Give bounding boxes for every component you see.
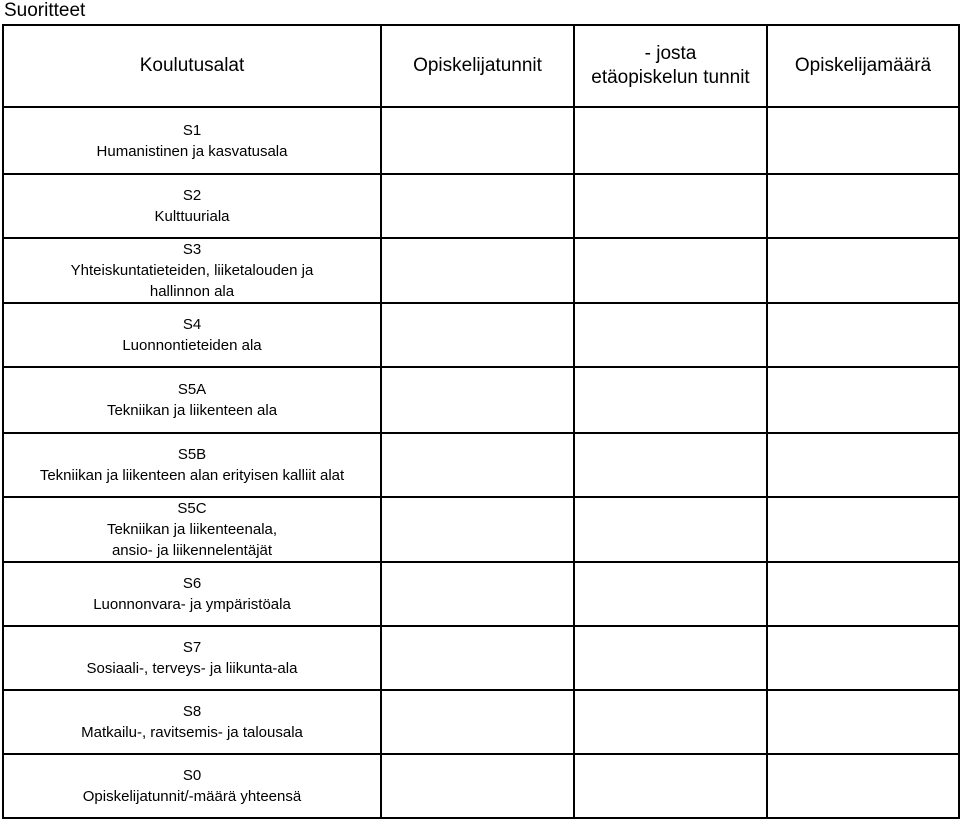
table-row (3, 107, 959, 174)
cell-remote-hours[interactable] (574, 174, 767, 238)
cell-remote-hours[interactable] (574, 238, 767, 303)
header-student-hours: Opiskelijatunnit (381, 25, 574, 107)
row-code: S7 (182, 639, 202, 656)
row-label-s5a (3, 367, 381, 433)
cell-student-hours[interactable] (381, 174, 574, 238)
header-remote-hours (574, 25, 767, 107)
table-row (3, 690, 959, 754)
header-remote-line1: - josta (644, 43, 697, 64)
row-name-line1: Yhteiskuntatieteiden, liiketalouden ja (70, 262, 314, 279)
cell-remote-hours[interactable] (574, 626, 767, 690)
header-student-count: Opiskelijamäärä (767, 25, 959, 107)
row-code: S6 (182, 575, 202, 592)
cell-remote-hours[interactable] (574, 497, 767, 562)
table-row (3, 303, 959, 367)
row-label-s6 (3, 562, 381, 626)
row-label-s5c (3, 497, 381, 562)
cell-student-count[interactable] (767, 754, 959, 818)
table-row (3, 626, 959, 690)
row-label-s7 (3, 626, 381, 690)
cell-student-count[interactable] (767, 238, 959, 303)
cell-student-count[interactable] (767, 303, 959, 367)
cell-student-count[interactable] (767, 174, 959, 238)
row-code: S3 (182, 241, 202, 258)
row-label-s4 (3, 303, 381, 367)
table-row-total (3, 754, 959, 818)
page-title: Suoritteet (4, 0, 86, 21)
table-row (3, 238, 959, 303)
cell-student-hours[interactable] (381, 367, 574, 433)
row-label-s2 (3, 174, 381, 238)
table-row (3, 367, 959, 433)
cell-student-hours[interactable] (381, 433, 574, 497)
cell-remote-hours[interactable] (574, 433, 767, 497)
row-name: Luonnontieteiden ala (122, 337, 262, 354)
cell-student-count[interactable] (767, 433, 959, 497)
row-name-line2: ansio- ja liikennelentäjät (111, 542, 273, 559)
cell-student-hours[interactable] (381, 562, 574, 626)
cell-remote-hours[interactable] (574, 107, 767, 174)
row-code: S4 (182, 316, 202, 333)
row-name: Tekniikan ja liikenteen ala (106, 402, 278, 419)
row-code: S1 (182, 121, 202, 139)
row-label-s1 (3, 107, 381, 174)
header-row (3, 25, 959, 107)
row-name: Kulttuuriala (154, 208, 230, 225)
row-name: Matkailu-, ravitsemis- ja talousala (81, 724, 303, 741)
cell-student-hours[interactable] (381, 107, 574, 174)
table-row (3, 562, 959, 626)
row-name-line1: Tekniikan ja liikenteenala, (106, 521, 278, 538)
cell-remote-hours[interactable] (574, 690, 767, 754)
row-name: Luonnonvara- ja ympäristöala (93, 596, 291, 613)
row-name: Sosiaali-, terveys- ja liikunta-ala (86, 660, 298, 677)
performance-table (2, 24, 960, 819)
cell-student-hours[interactable] (381, 238, 574, 303)
row-code: S0 (182, 767, 202, 784)
table-row (3, 433, 959, 497)
cell-student-hours[interactable] (381, 303, 574, 367)
cell-student-count[interactable] (767, 562, 959, 626)
row-label-s8 (3, 690, 381, 754)
cell-remote-hours[interactable] (574, 562, 767, 626)
cell-remote-hours[interactable] (574, 754, 767, 818)
row-name-line2: hallinnon ala (149, 283, 235, 300)
row-label-s3 (3, 238, 381, 303)
cell-student-count[interactable] (767, 497, 959, 562)
cell-student-hours[interactable] (381, 626, 574, 690)
cell-remote-hours[interactable] (574, 367, 767, 433)
row-code: S2 (182, 187, 202, 204)
header-remote-line2: etäopiskelun tunnit (591, 67, 750, 88)
row-name: Humanistinen ja kasvatusala (96, 142, 288, 160)
cell-student-count[interactable] (767, 107, 959, 174)
row-code: S5B (177, 446, 207, 463)
row-code: S5C (177, 500, 207, 517)
header-field: Koulutusalat (3, 25, 381, 107)
table-row (3, 174, 959, 238)
cell-student-count[interactable] (767, 367, 959, 433)
cell-student-count[interactable] (767, 690, 959, 754)
row-label-s5b (3, 433, 381, 497)
cell-remote-hours[interactable] (574, 303, 767, 367)
row-name: Tekniikan ja liikenteen alan erityisen kalliit alat (39, 467, 345, 484)
row-code: S8 (182, 703, 202, 720)
cell-student-hours[interactable] (381, 497, 574, 562)
cell-student-hours[interactable] (381, 754, 574, 818)
row-code: S5A (177, 381, 207, 398)
table-row (3, 497, 959, 562)
row-name: Opiskelijatunnit/-määrä yhteensä (82, 788, 302, 805)
row-label-s0 (3, 754, 381, 818)
cell-student-count[interactable] (767, 626, 959, 690)
cell-student-hours[interactable] (381, 690, 574, 754)
